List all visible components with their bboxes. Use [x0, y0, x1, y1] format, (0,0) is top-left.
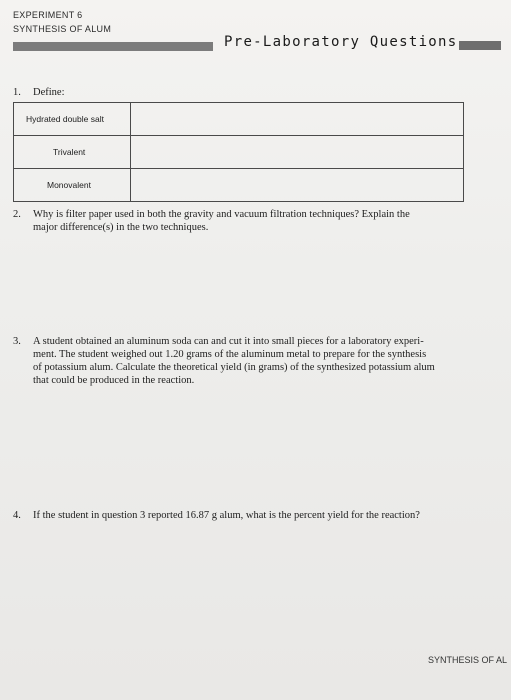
question-1-text: Define: [33, 87, 65, 98]
question-2-line: major difference(s) in the two techniques. [33, 222, 209, 233]
header-band-left [13, 42, 213, 51]
question-3-line: ment. The student weighed out 1.20 grams of the aluminum metal to prepare for the synthesis [33, 349, 427, 360]
experiment-number: EXPERIMENT 6 [13, 10, 83, 20]
question-3-line: A student obtained an aluminum soda can and cut it into small pieces for a laboratory experi- [33, 336, 424, 347]
question-3-number: 3. [13, 336, 21, 347]
definition-table [13, 102, 464, 202]
table-row [14, 136, 464, 169]
question-4-number: 4. [13, 510, 21, 521]
experiment-title: SYNTHESIS OF ALUM [13, 24, 112, 34]
definition-term: Monovalent [14, 169, 131, 202]
header-band-right [459, 41, 501, 50]
question-1-number: 1. [13, 87, 21, 98]
definition-answer-cell[interactable] [131, 169, 464, 202]
question-2 [13, 208, 493, 236]
question-2-number: 2. [13, 209, 21, 220]
question-4-text: If the student in question 3 reported 16.87 g alum, what is the percent yield for the reaction? [33, 510, 420, 521]
question-3-line: that could be produced in the reaction. [33, 375, 195, 386]
page-footer: SYNTHESIS OF AL [428, 655, 508, 665]
definition-answer-cell[interactable] [131, 136, 464, 169]
question-4 [13, 509, 493, 523]
definition-term: Hydrated double salt [14, 103, 131, 136]
definition-term: Trivalent [14, 136, 131, 169]
question-2-line: Why is filter paper used in both the gravity and vacuum filtration techniques? Explain the [33, 209, 410, 220]
section-title: Pre-Laboratory Questions [224, 34, 458, 50]
question-3-line: of potassium alum. Calculate the theoretical yield (in grams) of the synthesized potassium alum [33, 362, 435, 373]
question-1 [13, 86, 483, 100]
table-row [14, 169, 464, 202]
table-row [14, 103, 464, 136]
question-3 [13, 335, 493, 391]
definition-answer-cell[interactable] [131, 103, 464, 136]
